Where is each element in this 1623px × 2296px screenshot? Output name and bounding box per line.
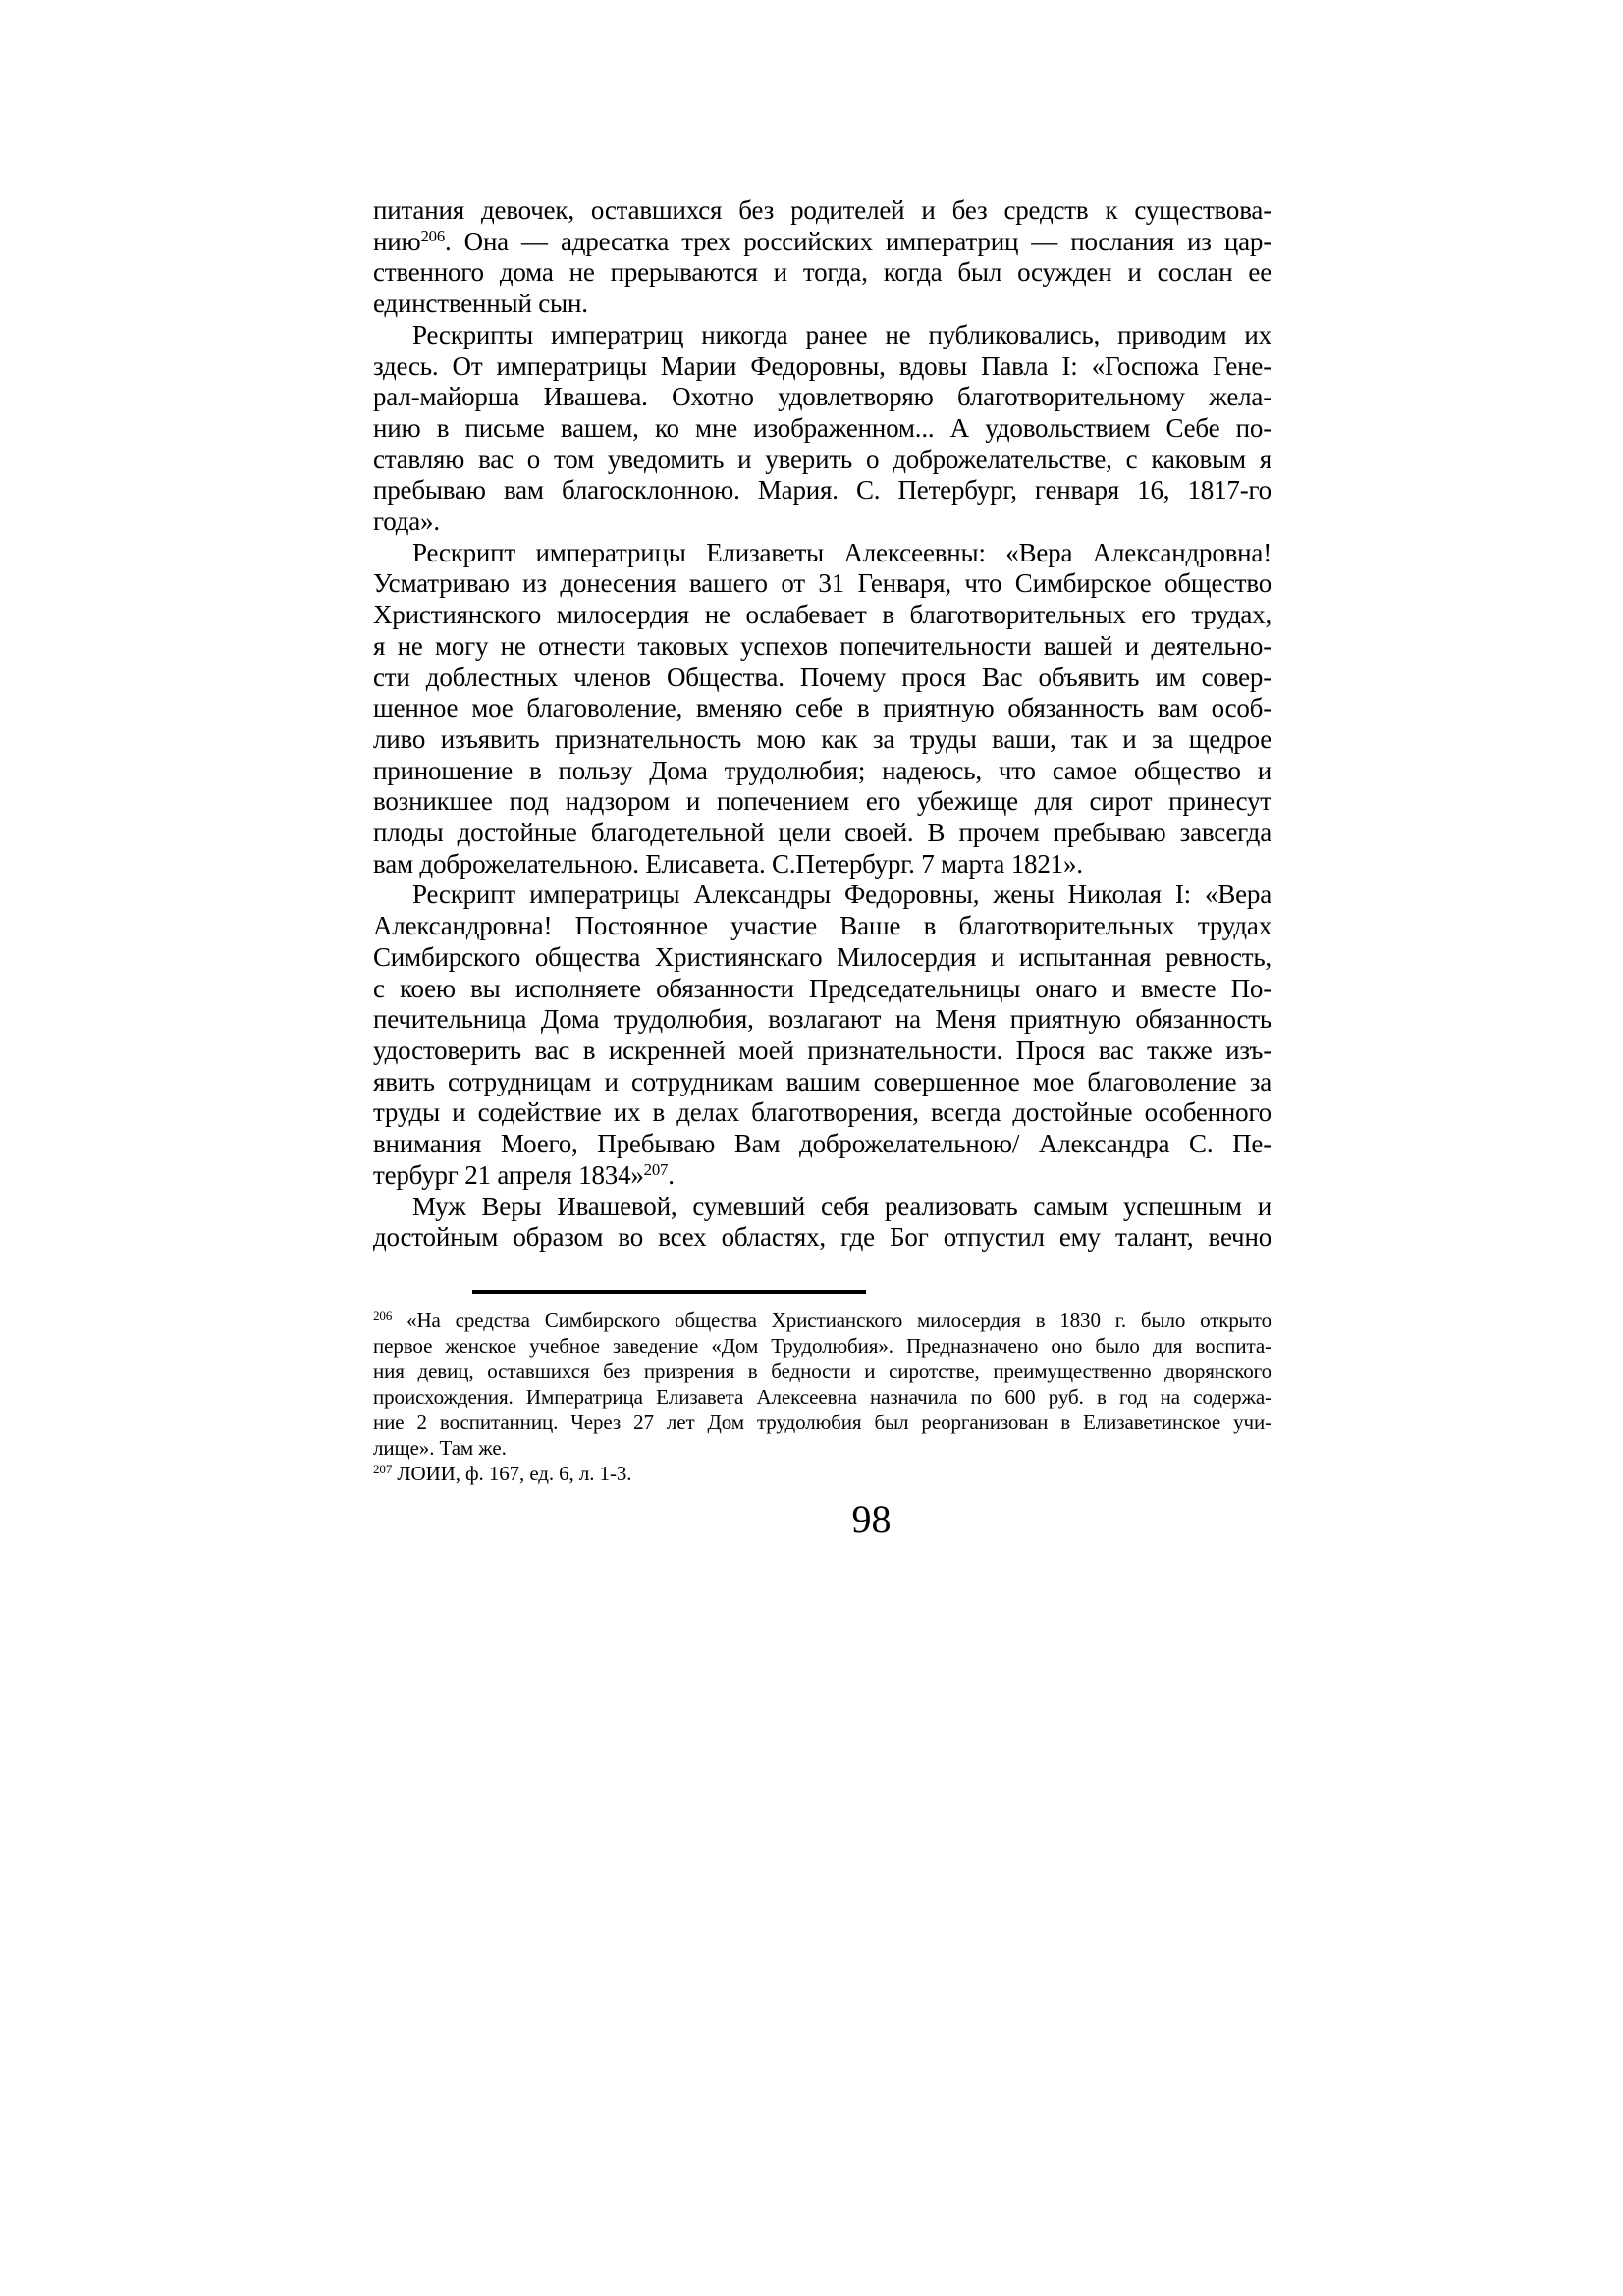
paragraph	[373, 1192, 1271, 1254]
text-line: питания девочек, оставшихся без родителей и без средств к существова-	[373, 195, 1271, 225]
text-line: первое женское учебное заведение «Дом Трудолюбия». Предназначено оно было для воспита-	[373, 1334, 1271, 1358]
text-line: ственного дома не прерываются и тогда, когда был осужден и сослан ее	[373, 257, 1271, 288]
text-line: плоды достойные благодетельной цели своей. В прочем пребываю завсегда	[373, 818, 1271, 848]
text-line: приношение в пользу Дома трудолюбия; надеюсь, что самое общество и	[373, 755, 1271, 785]
text-line: труды и содействие их в делах благотворения, всегда достойные особенного	[373, 1097, 1271, 1128]
text-line: печительница Дома трудолюбия, возлагают на Меня приятную обязанность	[373, 1004, 1271, 1035]
text-line: вам доброжелательною. Елисавета. С.Петербург. 7 марта 1821».	[373, 848, 1083, 879]
text-line: здесь. От императрицы Марии Федоровны, вдовы Павла I: «Госпожа Гене-	[373, 350, 1271, 381]
paragraph	[373, 880, 1271, 1191]
text-block	[373, 195, 1271, 1254]
footnotes-block	[373, 1308, 1271, 1486]
footnote-ref: 207	[643, 1159, 669, 1179]
text-line: я не могу не отнести таковых успехов попечительности вашей и деятельно-	[373, 630, 1271, 661]
text-line: Муж Веры Ивашевой, сумевший себя реализовать самым успешным и	[412, 1191, 1271, 1221]
text-line: Рескрипт императрицы Александры Федоровны, жены Николая I: «Вера	[412, 880, 1271, 910]
text-line: явить сотрудницам и сотрудникам вашим совершенное мое благоволение за	[373, 1066, 1271, 1096]
text-line: рал-майорша Ивашева. Охотно удовлетворяю благотворительному жела-	[373, 382, 1271, 412]
footnote	[373, 1308, 1271, 1461]
text-line: года».	[373, 507, 440, 537]
text-line: ния девиц, оставшихся без призрения в бедности и сиротстве, преимущественно дворянского	[373, 1360, 1271, 1383]
text-line: пребываю вам благосклонною. Мария. С. Петербург, генваря 16, 1817-го	[373, 475, 1271, 506]
text-line: $^{206}$ «На средства Симбирского общества Христианского милосердия в 1830 г. было открыто	[373, 1308, 1271, 1332]
paragraph	[373, 538, 1271, 881]
text-line: внимания Моего, Пребываю Вам доброжелательною/ Александра С. Пе-	[373, 1129, 1271, 1159]
text-line: лище». Там же.	[373, 1436, 507, 1460]
text-line: возникшее под надзором и попечением его убежище для сирот принесут	[373, 786, 1271, 817]
text-line: сти доблестных членов Общества. Почему прося Вас объявить им совер-	[373, 662, 1271, 692]
footnote	[373, 1461, 1271, 1486]
text-line: $^{207}$ ЛОИИ, ф. 167, ед. 6, л. 1-3.	[373, 1461, 632, 1485]
text-line: Усматриваю из донесения вашего от 31 Генваря, что Симбирское общество	[373, 568, 1271, 599]
text-line: с коею вы исполняете обязанности Председательницы онаго и вместе По-	[373, 973, 1271, 1003]
text-line: шенное мое благоволение, вменяю себе в приятную обязанность вам особ-	[373, 693, 1271, 723]
paragraph	[373, 195, 1271, 320]
text-line: тербург 21 апреля 1834»$^{207}$.	[373, 1159, 675, 1190]
footnote-ref: 206	[373, 1308, 393, 1323]
text-line: Рескрипты императриц никогда ранее не публиковались, приводим их	[412, 319, 1271, 349]
text-line: ливо изъявить признательность мою как за труды ваши, так и за щедрое	[373, 723, 1271, 754]
text-line: единственный сын.	[373, 289, 588, 319]
page-number: 98	[851, 1497, 892, 1541]
text-line: Рескрипт императрицы Елизаветы Алексеевны: «Вера Александровна!	[412, 537, 1271, 567]
text-line: происхождения. Императрица Елизавета Алексеевна назначила по 600 руб. в год на содержа-	[373, 1385, 1271, 1409]
text-line: ставляю вас о том уведомить и уверить о доброжелательстве, с каковым я	[373, 444, 1271, 474]
footnote-ref: 206	[420, 226, 445, 245]
paragraph	[373, 320, 1271, 538]
text-line: нию$^{206}$. Она — адресатка трех российских императриц — послания из цар-	[373, 226, 1271, 256]
footnote-separator	[472, 1290, 866, 1294]
text-line: Александровна! Постоянное участие Ваше в благотворительных трудах	[373, 911, 1271, 941]
text-line: достойным образом во всех областях, где Бог отпустил ему талант, вечно	[373, 1222, 1271, 1253]
text-line: нию в письме вашем, ко мне изображенном... А удовольствием Себе по-	[373, 412, 1271, 443]
footnote-ref: 207	[373, 1461, 393, 1476]
text-line: ние 2 воспитанниц. Через 27 лет Дом трудолюбия был реорганизован в Елизаветинское учи-	[373, 1411, 1271, 1434]
text-line: Християнского милосердия не ослабевает в благотворительных его трудах,	[373, 600, 1271, 630]
text-line: удостоверить вас в искренней моей признательности. Прося вас также изъ-	[373, 1035, 1271, 1065]
text-line: Симбирского общества Християнскаго Милосердия и испытанная ревность,	[373, 941, 1271, 972]
